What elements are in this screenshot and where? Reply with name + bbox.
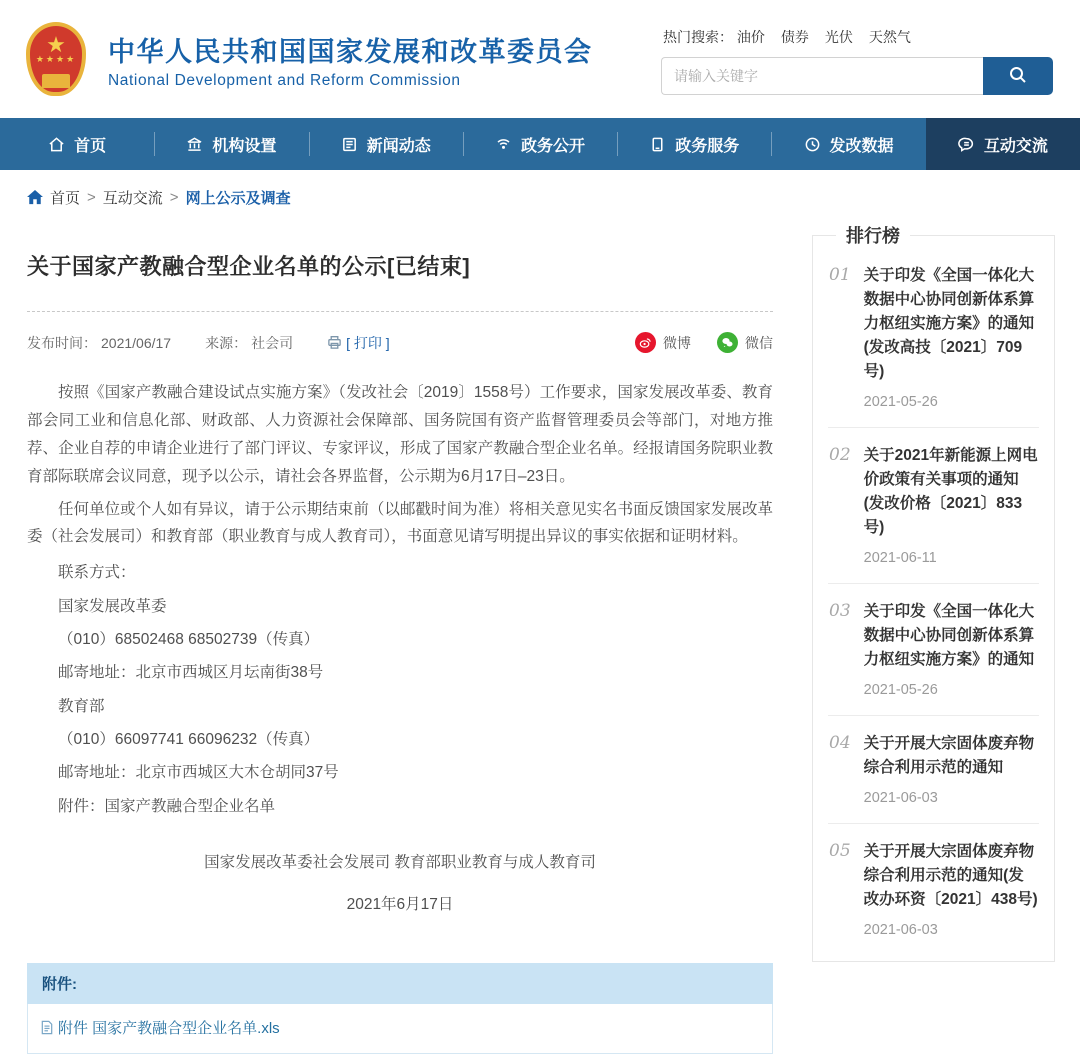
source-value: 社会司 xyxy=(251,334,294,351)
nav-label: 发改数据 xyxy=(829,137,894,155)
ranking-title: 排行榜 xyxy=(846,226,900,246)
weibo-icon xyxy=(635,332,656,353)
nav-label: 政务公开 xyxy=(520,137,585,155)
document-icon xyxy=(649,136,666,153)
ranking-box xyxy=(812,222,1055,962)
share-weibo-button[interactable] xyxy=(635,332,691,353)
contact-line: 教育部 xyxy=(58,697,105,715)
print-label: [ 打印 ] xyxy=(346,334,390,351)
contact-line: 邮寄地址：北京市西城区月坛南街38号 xyxy=(58,664,324,682)
hot-search-term[interactable]: 天然气 xyxy=(868,29,911,45)
article xyxy=(27,222,773,1058)
contact-line: （010）68502468 68502739（传真） xyxy=(58,630,320,648)
nav-item-public[interactable] xyxy=(463,118,617,170)
nav-label: 首页 xyxy=(74,137,107,155)
ranking-item-link[interactable]: 关于开展大宗固体废弃物综合利用示范的通知(发改办环资〔2021〕438号) xyxy=(863,843,1038,909)
ranking-list-item xyxy=(828,823,1039,955)
home-icon xyxy=(48,136,65,153)
hot-search-label: 热门搜索： xyxy=(663,29,733,45)
ranking-number: 05 xyxy=(829,841,851,862)
ranking-number: 04 xyxy=(829,733,851,754)
attachment-file-label: 附件 国家产教融合型企业名单.xls xyxy=(58,1019,280,1037)
contact-line: 附件：国家产教融合型企业名单 xyxy=(58,797,276,815)
date-line: 2021年6月17日 xyxy=(346,895,454,913)
breadcrumb-separator: > xyxy=(87,189,96,206)
ranking-item-date: 2021-06-03 xyxy=(863,922,938,939)
signature-line: 国家发展改革委社会发展司 教育部职业教育与成人教育司 xyxy=(204,853,596,871)
hot-search-term[interactable]: 油价 xyxy=(736,29,765,45)
breadcrumb-item-current[interactable]: 网上公示及调查 xyxy=(185,190,291,207)
article-paragraph: 按照《国家产教融合建设试点实施方案》（发改社会〔2019〕1558号）工作要求，国家发展改革委、教育部会同工业和信息化部、财政部、人力资源社会保障部、国务院国有资产监督管理委员会等部门，对地方推荐、企业自荐的申请企业进行了部门评议、专家评议，形成了国家产教融合型企业名单。经报请国务院职业教育部际联席会议同意，现予以公示，请社会各界监督，公示期为6月17日–23日。 xyxy=(27,384,773,485)
broadcast-icon xyxy=(495,136,512,153)
hot-search-term[interactable]: 光伏 xyxy=(824,29,853,45)
file-icon xyxy=(40,1020,54,1035)
attachment-header: 附件: xyxy=(27,963,773,1004)
nav-label: 机构设置 xyxy=(212,137,277,155)
sidebar xyxy=(812,222,1055,962)
article-meta xyxy=(27,332,773,353)
breadcrumb-separator: > xyxy=(169,189,179,206)
ranking-item-link[interactable]: 关于2021年新能源上网电价政策有关事项的通知(发改价格〔2021〕833号) xyxy=(863,447,1038,537)
site-title-en: National Development and Reform Commission xyxy=(108,72,461,89)
share-wechat-button[interactable] xyxy=(717,332,773,353)
hot-search-bar xyxy=(663,27,1053,47)
article-paragraph: 任何单位或个人如有异议，请于公示期结束前（以邮戳时间为准）将相关意见实名书面反馈国家发展改革委（社会发展司）和教育部（职业教育与成人教育司），书面意见请写明提出异议的事实依据和证明材料。 xyxy=(27,500,773,546)
weibo-label: 微博 xyxy=(663,334,691,351)
breadcrumb-home-icon xyxy=(27,190,43,205)
ranking-list-item xyxy=(828,248,1039,427)
site-brand xyxy=(20,20,593,100)
breadcrumb-item-home[interactable]: 首页 xyxy=(50,190,81,207)
nav-label: 新闻动态 xyxy=(366,137,431,155)
dashed-divider xyxy=(27,311,773,312)
nav-item-home[interactable] xyxy=(0,118,154,170)
search-input[interactable] xyxy=(661,57,983,95)
nav-item-data[interactable] xyxy=(771,118,925,170)
attachment-box xyxy=(27,963,773,1054)
nav-item-interaction[interactable] xyxy=(926,118,1080,170)
ranking-item-date: 2021-06-03 xyxy=(863,790,938,807)
main-nav xyxy=(0,118,1080,170)
breadcrumb-item-interaction[interactable]: 互动交流 xyxy=(102,190,163,207)
ranking-item-date: 2021-05-26 xyxy=(863,682,938,699)
ranking-item-link[interactable]: 关于印发《全国一体化大数据中心协同创新体系算力枢纽实施方案》的通知(发改高技〔2021〕709号) xyxy=(863,267,1035,381)
article-body xyxy=(27,379,773,919)
ranking-number: 03 xyxy=(829,601,851,622)
nav-item-news[interactable] xyxy=(309,118,463,170)
ranking-list-item xyxy=(828,427,1039,583)
site-header xyxy=(0,0,1080,118)
search-button[interactable] xyxy=(983,57,1053,95)
hot-search-term[interactable]: 债券 xyxy=(780,29,809,45)
newspaper-icon xyxy=(341,136,358,153)
publish-time-value: 2021/06/17 xyxy=(101,334,172,351)
national-emblem-logo: ★ ★★★★ xyxy=(20,20,92,100)
nav-label: 互动交流 xyxy=(983,137,1048,155)
attachment-file-link[interactable] xyxy=(40,1017,280,1038)
contact-line: （010）66097741 66096232（传真） xyxy=(58,730,320,748)
site-title-zh: 中华人民共和国国家发展和改革委员会 xyxy=(108,37,593,67)
wechat-icon xyxy=(717,332,738,353)
article-title: 关于国家产教融合型企业名单的公示[已结束] xyxy=(27,254,471,279)
print-button[interactable] xyxy=(327,333,390,353)
breadcrumb xyxy=(0,170,1080,222)
nav-label: 政务服务 xyxy=(675,137,740,155)
contact-line: 联系方式： xyxy=(58,564,136,582)
contact-line: 国家发展改革委 xyxy=(58,597,167,615)
source-label: 来源： xyxy=(205,334,248,351)
search-icon xyxy=(1008,65,1028,88)
institution-icon xyxy=(186,136,203,153)
nav-item-org[interactable] xyxy=(154,118,308,170)
ranking-item-date: 2021-06-11 xyxy=(863,550,937,567)
ranking-list-item xyxy=(828,715,1039,823)
ranking-list-item xyxy=(828,583,1039,715)
publish-time-label: 发布时间： xyxy=(27,334,97,351)
ranking-number: 02 xyxy=(829,445,851,466)
printer-icon xyxy=(327,335,342,350)
ranking-item-date: 2021-05-26 xyxy=(863,394,938,411)
chat-bubble-icon xyxy=(958,136,975,153)
ranking-number: 01 xyxy=(829,265,851,285)
contact-line: 邮寄地址：北京市西城区大木仓胡同37号 xyxy=(58,764,339,782)
nav-item-services[interactable] xyxy=(617,118,771,170)
ranking-item-link[interactable]: 关于开展大宗固体废弃物综合利用示范的通知 xyxy=(863,735,1035,777)
wechat-label: 微信 xyxy=(745,334,773,351)
clock-icon xyxy=(804,136,821,153)
ranking-item-link[interactable]: 关于印发《全国一体化大数据中心协同创新体系算力枢纽实施方案》的通知 xyxy=(863,603,1035,669)
